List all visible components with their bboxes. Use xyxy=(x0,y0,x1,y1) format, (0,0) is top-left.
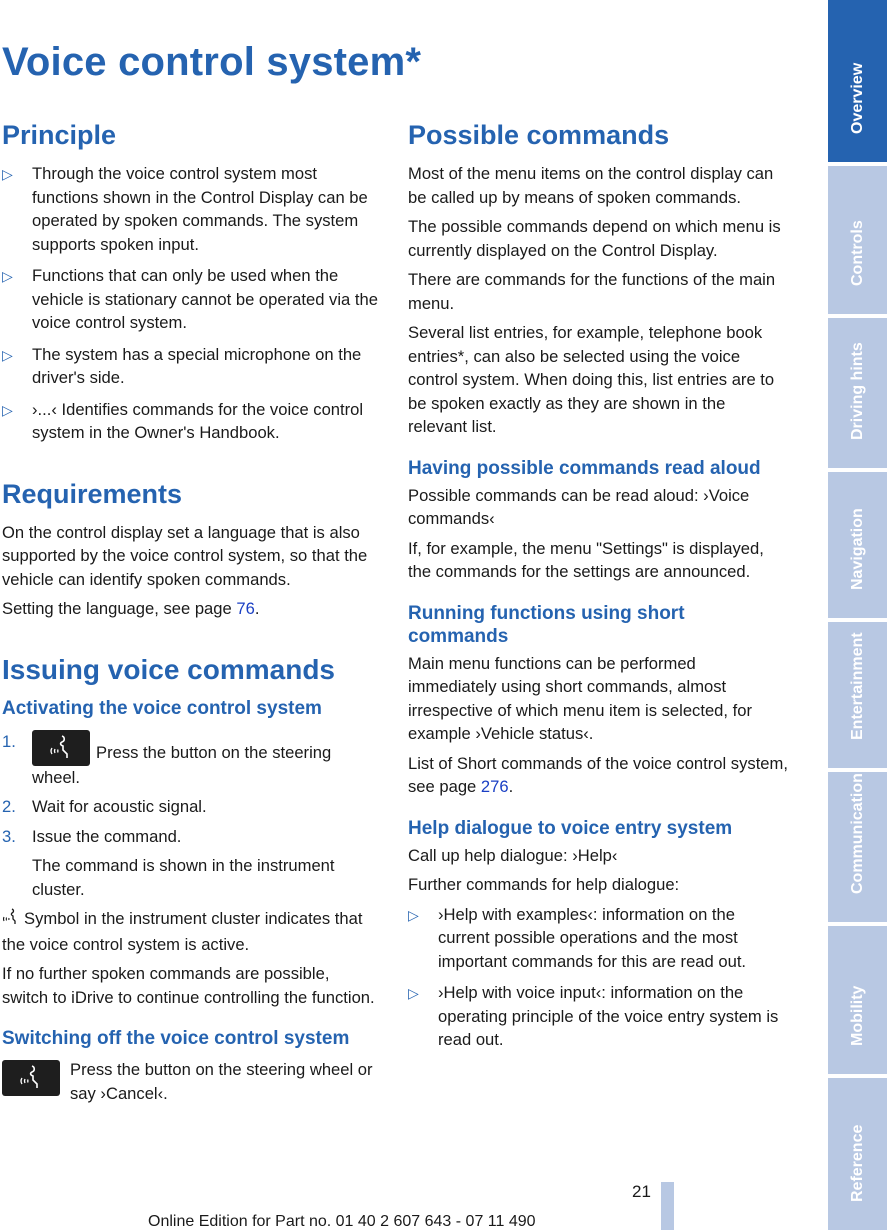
list-item: ▷ The system has a special microphone on the driver's side. xyxy=(2,344,362,387)
tab-entertainment[interactable]: Entertainment xyxy=(828,622,887,768)
list-item: ▷ ›Help with examples‹: information on the current possible operations and the most important commands for this are read out. xyxy=(408,904,747,971)
switch-off-heading: Switching off the voice control system xyxy=(2,1028,350,1049)
principle-heading: Principle xyxy=(2,120,117,150)
step-item: 3. Issue the command. The command is shown in the instrument cluster. xyxy=(2,825,380,902)
tab-driving-hints[interactable]: Driving hints xyxy=(828,318,887,468)
short-commands-heading: Running functions using short commands xyxy=(408,602,685,647)
footer-text: Online Edition for Part no. 01 40 2 607 643 - 07 11 490 xyxy=(148,1213,536,1230)
no-further-text: If no further spoken commands are possible, switch to iDrive to continue controlling the function. xyxy=(2,964,375,1007)
paragraph: Main menu functions can be performed immediately using short commands, almost irrespective of which menu item is selected, for example ›Vehicle status‹. xyxy=(408,653,752,743)
tab-mobility[interactable]: Mobility xyxy=(828,926,887,1074)
triangle-right-icon: ▷ xyxy=(2,401,13,418)
chapter-tabs xyxy=(828,0,887,1230)
triangle-right-icon: ▷ xyxy=(2,346,13,363)
tab-reference[interactable]: Reference xyxy=(828,1078,887,1230)
right-column xyxy=(408,118,788,1060)
list-item: ▷ ›Help with voice input‹: information on the operating principle of the voice entry system is read out. xyxy=(408,983,779,1049)
list-item: ▷ Through the voice control system most functions shown in the Control Display can be operated by spoken commands. The system supports spoken input. xyxy=(2,164,368,254)
page-link-276[interactable]: 276 xyxy=(480,777,509,796)
voice-button-icon xyxy=(2,1060,60,1096)
paragraph: If, for example, the menu "Settings" is displayed, the commands for the settings are announced. xyxy=(408,538,764,581)
triangle-right-icon: ▷ xyxy=(2,268,13,284)
possible-heading: Possible commands xyxy=(408,120,670,150)
paragraph: There are commands for the functions of the main menu. xyxy=(408,270,776,313)
step-note: The command is shown in the instrument cluster. xyxy=(32,856,335,899)
step-item: 1. Press the button on the steering wheel. xyxy=(2,731,332,787)
switch-off-text: Press the button on the steering wheel or say ›Cancel‹. xyxy=(70,1060,373,1103)
tab-communication[interactable]: Communication xyxy=(828,772,887,922)
tab-controls[interactable]: Controls xyxy=(828,166,887,314)
requirements-language-ref: Setting the language, see page 76. xyxy=(2,599,260,618)
tab-navigation[interactable]: Navigation xyxy=(828,472,887,618)
help-heading: Help dialogue to voice entry system xyxy=(408,817,733,839)
paragraph: The possible commands depend on which menu is currently displayed on the Control Display. xyxy=(408,217,781,260)
requirements-text: On the control display set a language that is also supported by the voice control system, so that the vehicle can identify spoken commands. xyxy=(2,522,368,589)
page-number: 21 xyxy=(632,1182,651,1201)
tab-overview[interactable]: Overview xyxy=(828,0,887,162)
steps-list xyxy=(2,730,380,902)
activating-heading: Activating the voice control system xyxy=(2,697,322,719)
left-column xyxy=(2,118,380,1105)
switch-off-row xyxy=(2,1058,380,1105)
page-link-76[interactable]: 76 xyxy=(236,599,255,618)
help-list xyxy=(408,903,788,1052)
triangle-right-icon: ▷ xyxy=(2,166,13,182)
paragraph: Possible commands can be read aloud: ›Voice commands‹ xyxy=(408,485,750,528)
paragraph: Further commands for help dialogue: xyxy=(408,875,680,894)
list-item: ▷ ›...‹ Identifies commands for the voice control system in the Owner's Handbook. xyxy=(2,399,364,442)
paragraph: Several list entries, for example, telephone book entries*, can also be selected using the voice control system. When doing this, list entries are to be spoken exactly as they are shown in the relevant list. xyxy=(408,323,775,436)
step-item: 2. Wait for acoustic signal. xyxy=(2,797,207,816)
page-title: Voice control system* xyxy=(2,40,422,84)
triangle-right-icon: ▷ xyxy=(408,985,419,1001)
paragraph: Most of the menu items on the control display can be called up by means of spoken commands. xyxy=(408,164,774,207)
symbol-note: Symbol in the instrument cluster indicates that the voice control system is active. xyxy=(2,909,363,954)
page-number-bar xyxy=(661,1182,674,1230)
short-list-ref: List of Short commands of the voice control system, see page 276. xyxy=(408,753,788,796)
issuing-heading: Issuing voice commands xyxy=(2,653,335,685)
triangle-right-icon: ▷ xyxy=(408,906,419,923)
principle-list xyxy=(2,162,380,445)
requirements-heading: Requirements xyxy=(2,478,183,509)
voice-button-icon xyxy=(32,730,90,766)
read-aloud-heading: Having possible commands read aloud xyxy=(408,457,761,479)
voice-control-icon xyxy=(2,908,20,933)
list-item: ▷ Functions that can only be used when the vehicle is stationary cannot be operated via the voice control system. xyxy=(2,266,378,332)
paragraph: Call up help dialogue: ›Help‹ xyxy=(408,845,618,865)
